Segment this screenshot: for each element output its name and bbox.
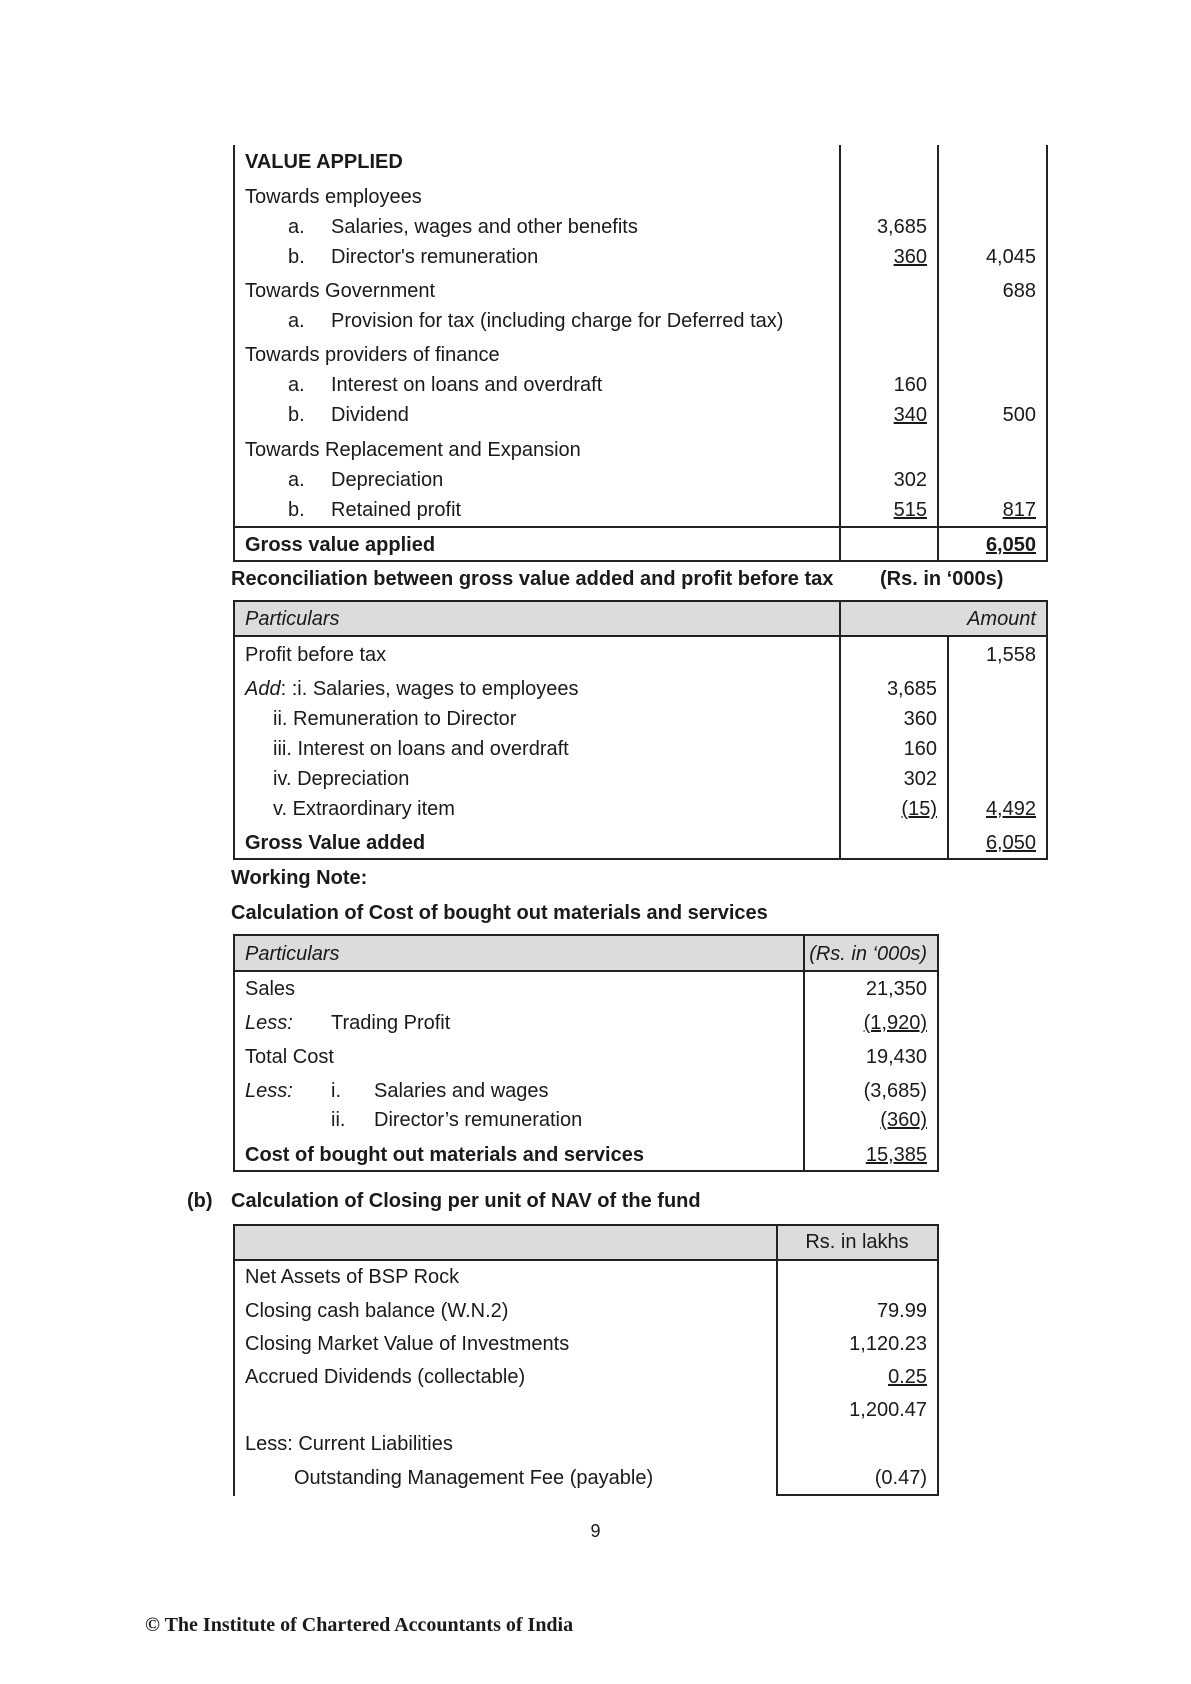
employees-b-amount: 360 — [893, 246, 927, 268]
gross-value-added-label: Gross Value added — [245, 832, 426, 854]
footer-copyright: © The Institute of Chartered Accountants of India — [145, 1614, 574, 1636]
employees-a-text: Salaries, wages and other benefits — [331, 216, 638, 238]
total-cost-amount: 19,430 — [865, 1046, 927, 1068]
add-first-amount: 3,685 — [886, 678, 937, 700]
bought-out-header-particulars: Particulars — [245, 943, 340, 965]
less-text: Less — [245, 1012, 288, 1034]
finance-total: 500 — [1002, 404, 1036, 426]
bought-out-header-unit: (Rs. in ‘000s) — [809, 943, 927, 965]
employees-b-label: b. — [288, 246, 305, 268]
government-total: 688 — [1002, 280, 1036, 302]
reconciliation-unit: (Rs. in ‘000s) — [880, 568, 1004, 590]
nav-title: Calculation of Closing per unit of NAV of the fund — [231, 1190, 701, 1212]
cash-label: Closing cash balance (W.N.2) — [245, 1300, 509, 1322]
nav-marker: (b) — [187, 1190, 213, 1212]
finance-b-amount: 340 — [893, 404, 927, 426]
add-item-5-text: v. Extraordinary item — [273, 798, 455, 820]
add-prefix: Add — [245, 678, 281, 700]
employees-total: 4,045 — [985, 246, 1036, 268]
dividends-amount: 0.25 — [888, 1366, 927, 1388]
finance-title: Towards providers of finance — [245, 344, 500, 366]
gross-value-applied-label: Gross value applied — [245, 534, 436, 556]
management-fee-label: Outstanding Management Fee (payable) — [294, 1467, 654, 1489]
replacement-a-label: a. — [288, 469, 305, 491]
add-item-3-amount: 160 — [903, 738, 937, 760]
reconciliation-header-amount: Amount — [967, 608, 1036, 630]
working-note-label: Working Note: — [231, 867, 368, 889]
total-cost-label: Total Cost — [245, 1046, 334, 1068]
finance-a-text: Interest on loans and overdraft — [331, 374, 603, 396]
finance-a-label: a. — [288, 374, 305, 396]
government-title: Towards Government — [245, 280, 436, 302]
add-first-row — [245, 677, 579, 701]
sales-amount: 21,350 — [865, 978, 927, 1000]
replacement-title: Towards Replacement and Expansion — [245, 439, 581, 461]
employees-a-label: a. — [288, 216, 305, 238]
investments-label: Closing Market Value of Investments — [245, 1333, 570, 1355]
add-item-4-amount: 302 — [903, 768, 937, 790]
replacement-b-label: b. — [288, 499, 305, 521]
replacement-b-amount: 515 — [893, 499, 927, 521]
cash-amount: 79.99 — [876, 1300, 927, 1322]
replacement-a-text: Depreciation — [331, 469, 444, 491]
director-amount: (360) — [880, 1109, 927, 1131]
add-first-text: : :i. Salaries, wages to employees — [280, 678, 579, 700]
government-a-label: a. — [288, 310, 305, 332]
bought-out-final-label: Cost of bought out materials and services — [245, 1144, 644, 1166]
less-label-1: Less: — [245, 1012, 293, 1034]
trading-profit-amount: (1,920) — [863, 1012, 927, 1034]
less-liabilities-label: Less: Current Liabilities — [245, 1433, 453, 1455]
management-fee-amount: (0.47) — [874, 1467, 927, 1489]
director-num: ii. — [331, 1109, 346, 1131]
add-item-2-amount: 360 — [903, 708, 937, 730]
gross-value-added-total: 6,050 — [985, 832, 1036, 854]
bought-out-final-amount: 15,385 — [865, 1144, 927, 1166]
government-a-text: Provision for tax (including charge for Deferred tax) — [331, 310, 784, 332]
finance-b-label: b. — [288, 404, 305, 426]
working-note-title: Calculation of Cost of bought out materials and services — [231, 902, 768, 924]
value-applied-heading: VALUE APPLIED — [245, 151, 403, 173]
gross-value-applied-total: 6,050 — [985, 534, 1036, 556]
profit-before-tax-amount: 1,558 — [985, 644, 1036, 666]
add-item-3-text: iii. Interest on loans and overdraft — [273, 738, 569, 760]
finance-a-amount: 160 — [893, 374, 927, 396]
add-item-5-amount: (15) — [901, 798, 937, 820]
net-assets-label: Net Assets of BSP Rock — [245, 1266, 460, 1288]
add-item-4-text: iv. Depreciation — [273, 768, 410, 790]
trading-profit-label: Trading Profit — [331, 1012, 451, 1034]
finance-b-text: Dividend — [331, 404, 409, 426]
employees-b-text: Director's remuneration — [331, 246, 539, 268]
replacement-total: 817 — [1002, 499, 1036, 521]
salaries-label: Salaries and wages — [374, 1080, 549, 1102]
nav-header-unit: Rs. in lakhs — [805, 1231, 909, 1253]
salaries-amount: (3,685) — [863, 1080, 927, 1102]
salaries-num: i. — [331, 1080, 341, 1102]
less-text-2: Less — [245, 1080, 288, 1102]
add-item-2-text: ii. Remuneration to Director — [273, 708, 517, 730]
investments-amount: 1,120.23 — [849, 1333, 927, 1355]
page-number: 9 — [590, 1521, 601, 1541]
employees-a-amount: 3,685 — [876, 216, 927, 238]
replacement-a-amount: 302 — [893, 469, 927, 491]
reconciliation-header-particulars: Particulars — [245, 608, 340, 630]
sales-label: Sales — [245, 978, 296, 1000]
dividends-label: Accrued Dividends (collectable) — [245, 1366, 526, 1388]
nav-subtotal: 1,200.47 — [849, 1399, 927, 1421]
replacement-b-text: Retained profit — [331, 499, 462, 521]
add-total: 4,492 — [985, 798, 1036, 820]
director-label: Director’s remuneration — [374, 1109, 583, 1131]
profit-before-tax-label: Profit before tax — [245, 644, 387, 666]
reconciliation-title: Reconciliation between gross value added and profit before tax — [231, 568, 834, 590]
employees-title: Towards employees — [245, 186, 422, 208]
less-label-2: Less: — [245, 1080, 293, 1102]
